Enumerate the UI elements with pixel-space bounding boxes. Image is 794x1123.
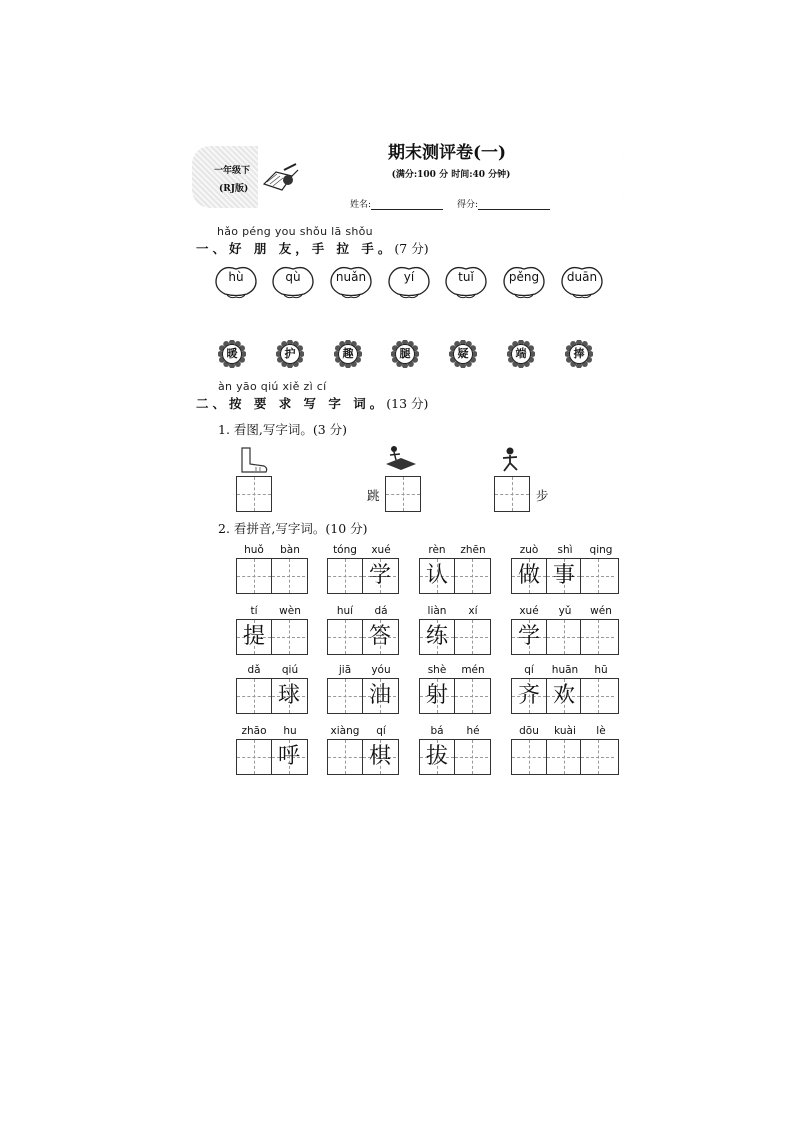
pinyin-syllable: qing <box>589 544 613 556</box>
word-item <box>419 664 491 714</box>
writing-cell[interactable] <box>546 740 580 774</box>
flower-character: 护 <box>284 347 296 360</box>
word-item <box>236 725 308 775</box>
peach-pinyin: pěng <box>508 270 540 284</box>
q1-title: 1. 看图,写字词。(3 分) <box>218 422 348 437</box>
given-character: 认 <box>425 563 448 588</box>
writing-cell[interactable] <box>237 477 271 511</box>
name-label: 姓名: <box>350 200 372 210</box>
word-pinyin <box>236 664 308 676</box>
pinyin-syllable: yǔ <box>558 605 572 617</box>
section2-title <box>196 394 428 412</box>
peach-card[interactable] <box>501 264 547 298</box>
flower-card[interactable] <box>276 340 304 368</box>
writing-cell[interactable] <box>271 740 305 774</box>
writing-cell[interactable] <box>546 559 580 593</box>
word-item <box>419 544 491 594</box>
flower-card[interactable] <box>565 340 593 368</box>
given-character: 齐 <box>517 683 540 708</box>
word-pinyin <box>419 544 491 556</box>
peach-pinyin: qù <box>285 270 301 284</box>
pinyin-syllable: hu <box>283 725 297 737</box>
writing-cell[interactable] <box>271 559 305 593</box>
writing-cell[interactable] <box>271 679 305 713</box>
word-item <box>511 664 619 714</box>
given-character: 油 <box>368 683 391 708</box>
word-item <box>419 605 491 655</box>
writing-cell[interactable] <box>512 679 546 713</box>
flower-character: 腿 <box>399 347 411 360</box>
word-pinyin <box>511 725 619 737</box>
section1-title-text: 一、好 朋 友，手 拉 手。 <box>196 241 395 256</box>
peach-card[interactable] <box>559 264 605 298</box>
jump-rope-picture <box>384 444 418 472</box>
flower-character: 捧 <box>573 347 585 360</box>
given-character: 球 <box>277 683 300 708</box>
writing-cell[interactable] <box>580 679 614 713</box>
flower-card[interactable] <box>507 340 535 368</box>
writing-cell[interactable] <box>386 477 420 511</box>
word-pinyin <box>327 544 399 556</box>
pinyin-syllable: xiàng <box>330 725 360 737</box>
flower-card[interactable] <box>391 340 419 368</box>
pinyin-syllable: xué <box>371 544 391 556</box>
word-item <box>511 605 619 655</box>
writing-cell[interactable] <box>328 620 362 654</box>
word-item <box>419 725 491 775</box>
edition-label: (RJ版) <box>219 184 249 194</box>
picture-answer-box[interactable] <box>494 476 530 512</box>
writing-cell[interactable] <box>271 620 305 654</box>
pinyin-syllable: dǎ <box>247 664 261 676</box>
writing-cell[interactable] <box>580 620 614 654</box>
peach-card[interactable] <box>213 264 259 298</box>
pinyin-syllable: dōu <box>519 725 539 737</box>
word-pinyin <box>419 664 491 676</box>
given-character: 呼 <box>277 744 300 769</box>
writing-cell[interactable] <box>512 559 546 593</box>
peach-pinyin: duān <box>566 270 598 284</box>
pinyin-syllable: shì <box>557 544 573 556</box>
word-item <box>327 544 399 594</box>
writing-cell[interactable] <box>420 740 454 774</box>
given-character: 答 <box>368 624 391 649</box>
pinyin-syllable: jiā <box>338 664 352 676</box>
word-pinyin <box>236 605 308 617</box>
given-character: 学 <box>517 624 540 649</box>
grade-label: 一年级下 <box>214 166 251 176</box>
pinyin-syllable: wèn <box>279 605 301 617</box>
peach-card[interactable] <box>386 264 432 298</box>
pinyin-syllable: wén <box>590 605 612 617</box>
score-field[interactable] <box>457 197 550 210</box>
pinyin-syllable: qiú <box>281 664 299 676</box>
peach-pinyin: hù <box>228 270 244 284</box>
given-character: 拔 <box>425 744 448 769</box>
word-pinyin <box>236 544 308 556</box>
writing-cell[interactable] <box>546 620 580 654</box>
given-character: 提 <box>242 624 265 649</box>
pinyin-syllable: rèn <box>428 544 446 556</box>
writing-cell[interactable] <box>495 477 529 511</box>
flower-card[interactable] <box>334 340 362 368</box>
page-title: 期末测评卷(一) <box>387 143 507 163</box>
given-character: 射 <box>425 683 448 708</box>
section2-points: (13 分) <box>386 396 429 411</box>
writing-cell[interactable] <box>454 620 488 654</box>
given-character: 事 <box>552 563 575 588</box>
given-character: 棋 <box>368 744 391 769</box>
q2-title: 2. 看拼音,写字词。(10 分) <box>218 521 368 536</box>
writing-cell[interactable] <box>580 740 614 774</box>
pinyin-syllable: tí <box>250 605 258 617</box>
pinyin-syllable: huān <box>551 664 579 676</box>
peach-pinyin: nuǎn <box>335 270 367 284</box>
word-item <box>511 725 619 775</box>
flower-character: 趣 <box>342 347 354 360</box>
word-item <box>327 664 399 714</box>
suffix-character: 步 <box>536 488 549 503</box>
picture-answer-box[interactable] <box>385 476 421 512</box>
writing-cell[interactable] <box>420 559 454 593</box>
pinyin-syllable: shè <box>427 664 447 676</box>
writing-cell[interactable] <box>328 740 362 774</box>
running-child-picture <box>498 446 524 474</box>
pinyin-syllable: huí <box>336 605 354 617</box>
peach-pinyin: yí <box>403 270 415 284</box>
pinyin-syllable: liàn <box>427 605 447 617</box>
pinyin-syllable: zhēn <box>460 544 486 556</box>
writing-cell[interactable] <box>362 620 396 654</box>
writing-cell[interactable] <box>362 679 396 713</box>
section1-pinyin: hǎo péng you shǒu lā shǒu <box>217 225 373 238</box>
word-item <box>327 605 399 655</box>
word-item <box>327 725 399 775</box>
writing-cell[interactable] <box>420 620 454 654</box>
pinyin-syllable: hū <box>594 664 608 676</box>
given-character: 学 <box>368 563 391 588</box>
flower-card[interactable] <box>449 340 477 368</box>
writing-cell[interactable] <box>512 620 546 654</box>
section2-pinyin: àn yāo qiú xiě zì cí <box>218 380 327 393</box>
word-item <box>236 544 308 594</box>
writing-cell[interactable] <box>580 559 614 593</box>
writing-cell[interactable] <box>362 559 396 593</box>
picture-answer-box[interactable] <box>236 476 272 512</box>
section1-points: (7 分) <box>394 241 429 256</box>
peach-card[interactable] <box>328 264 374 298</box>
writing-cell[interactable] <box>512 740 546 774</box>
prefix-character: 跳 <box>367 488 380 503</box>
word-pinyin <box>327 725 399 737</box>
writing-cell[interactable] <box>454 559 488 593</box>
flower-character: 疑 <box>457 347 469 360</box>
pinyin-syllable: xí <box>468 605 478 617</box>
flower-character: 暖 <box>226 347 238 360</box>
given-character: 欢 <box>552 683 575 708</box>
word-pinyin <box>419 725 491 737</box>
writing-cell[interactable] <box>237 559 271 593</box>
name-field[interactable] <box>350 197 443 210</box>
pinyin-syllable: mén <box>461 664 485 676</box>
pinyin-syllable: zuò <box>519 544 539 556</box>
word-pinyin <box>327 605 399 617</box>
peach-card[interactable] <box>270 264 316 298</box>
score-label: 得分: <box>457 200 479 210</box>
pinyin-syllable: yóu <box>371 664 391 676</box>
section1-title <box>196 239 429 257</box>
word-pinyin <box>511 605 619 617</box>
given-character: 练 <box>425 624 448 649</box>
word-pinyin <box>511 664 619 676</box>
word-pinyin <box>511 544 619 556</box>
pinyin-syllable: hé <box>466 725 480 737</box>
word-item <box>511 544 619 594</box>
writing-cell[interactable] <box>454 679 488 713</box>
word-pinyin <box>419 605 491 617</box>
writing-cell[interactable] <box>328 679 362 713</box>
flower-character: 端 <box>515 347 527 360</box>
section2-title-text: 二、按 要 求 写 字 词。 <box>196 396 387 411</box>
pinyin-syllable: lè <box>596 725 606 737</box>
pinyin-syllable: xué <box>519 605 539 617</box>
writing-cell[interactable] <box>328 559 362 593</box>
pinyin-syllable: bá <box>430 725 444 737</box>
pinyin-syllable: bàn <box>280 544 300 556</box>
flower-card[interactable] <box>218 340 246 368</box>
exam-meta: (满分:100 分 时间:40 分钟) <box>391 170 511 180</box>
pinyin-syllable: huǒ <box>244 544 264 556</box>
foot-picture <box>236 446 270 476</box>
given-character: 做 <box>517 563 540 588</box>
writing-cell[interactable] <box>237 679 271 713</box>
pinyin-syllable: zhāo <box>241 725 267 737</box>
pinyin-syllable: qí <box>524 664 534 676</box>
peach-card[interactable] <box>443 264 489 298</box>
writing-cell[interactable] <box>420 679 454 713</box>
word-pinyin <box>327 664 399 676</box>
pinyin-syllable: dá <box>374 605 388 617</box>
word-item <box>236 605 308 655</box>
writing-cell[interactable] <box>237 620 271 654</box>
pinyin-syllable: kuài <box>554 725 576 737</box>
word-pinyin <box>236 725 308 737</box>
writing-cell[interactable] <box>237 740 271 774</box>
writing-cell[interactable] <box>454 740 488 774</box>
pinyin-syllable: qí <box>376 725 386 737</box>
writing-cell[interactable] <box>546 679 580 713</box>
pinyin-syllable: tóng <box>333 544 357 556</box>
writing-cell[interactable] <box>362 740 396 774</box>
word-item <box>236 664 308 714</box>
peach-pinyin: tuǐ <box>458 270 474 284</box>
